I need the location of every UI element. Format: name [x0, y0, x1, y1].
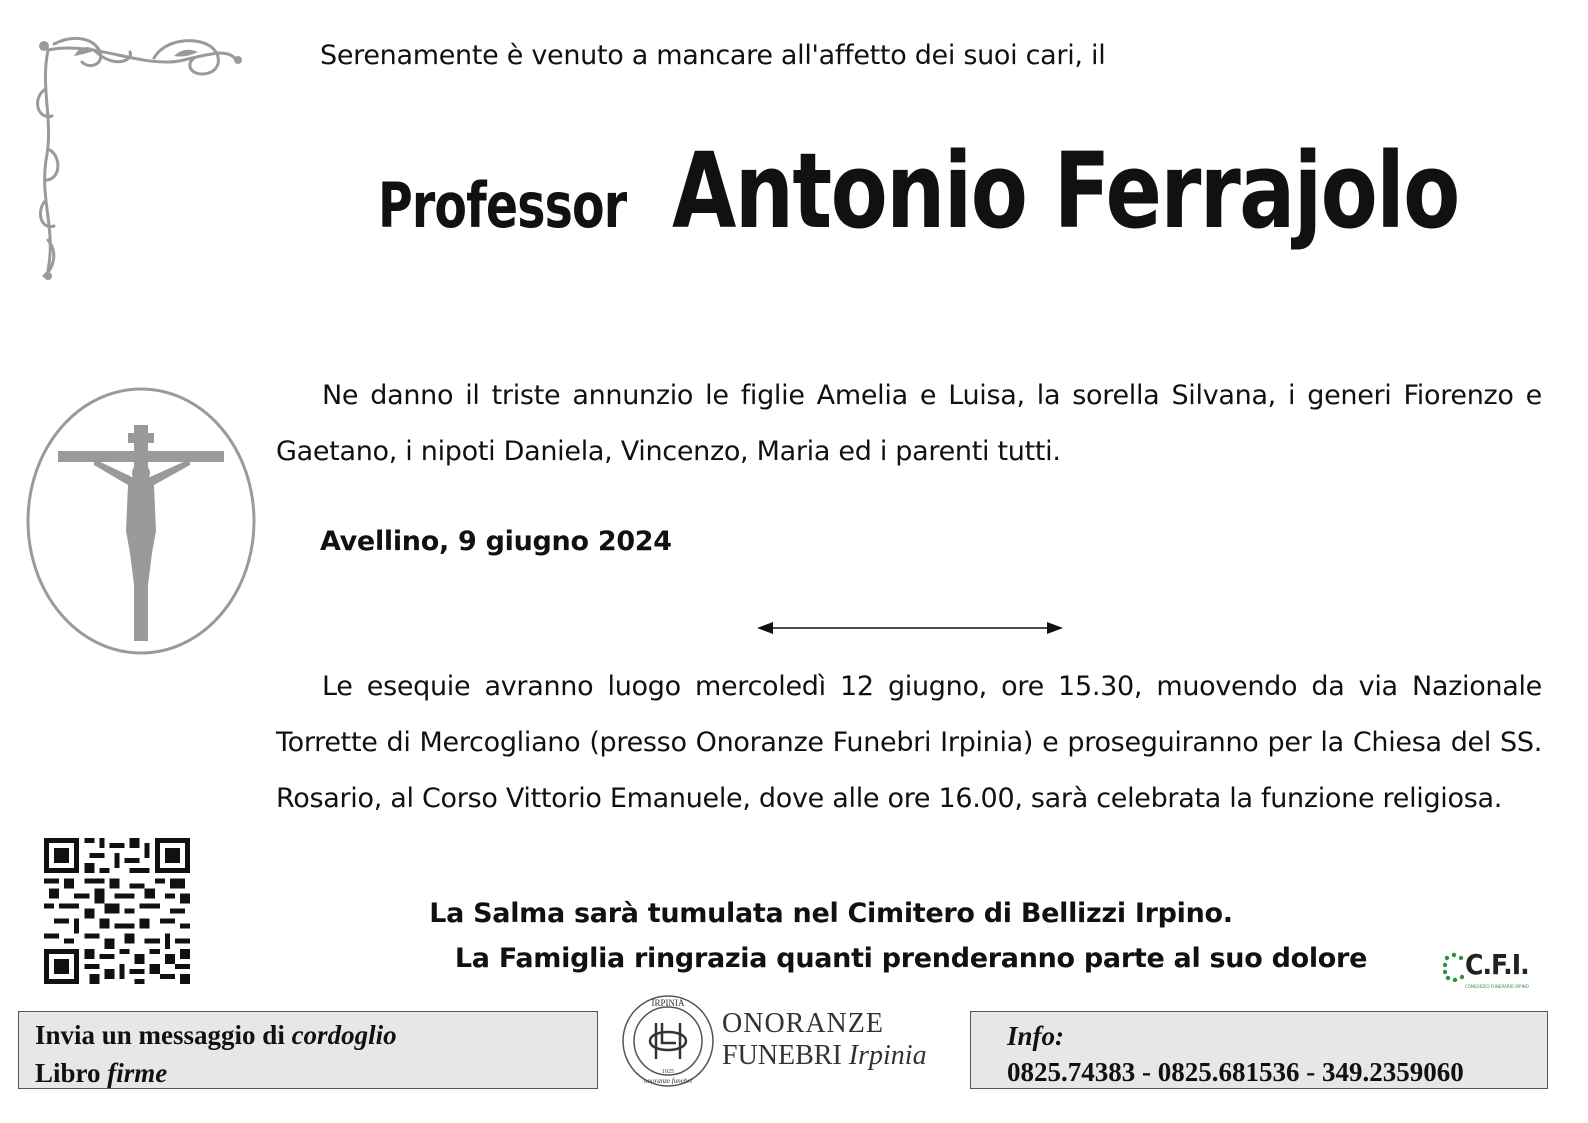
- condolence-prefix: Invia un messaggio di: [35, 1020, 285, 1050]
- double-arrow-divider: [755, 620, 1065, 636]
- condolence-link-word[interactable]: cordoglio: [291, 1020, 397, 1050]
- info-box: [970, 1011, 1548, 1089]
- place-date: Avellino, 9 giugno 2024: [320, 526, 672, 557]
- cfi-logo-text: C.F.I.: [1465, 948, 1529, 981]
- guestbook-prefix: Libro: [35, 1058, 101, 1088]
- guestbook-link[interactable]: [35, 1054, 581, 1092]
- deceased-name: Antonio Ferrajolo: [672, 130, 1459, 252]
- funeral-home-line2-italic: Irpinia: [848, 1040, 927, 1071]
- intro-text: Serenamente è venuto a mancare all'affetto dei suoi cari, il: [320, 40, 1106, 71]
- thanks-line: La Famiglia ringrazia quanti prenderanno parte al suo dolore: [454, 943, 1368, 974]
- funeral-home-line2: [722, 1040, 927, 1072]
- funeral-paragraph: [276, 659, 1542, 827]
- guestbook-link-word[interactable]: firme: [107, 1058, 168, 1088]
- cfi-logo: [1443, 948, 1543, 996]
- deceased-title: Professor: [378, 169, 627, 242]
- announcement-paragraph: [276, 368, 1542, 480]
- funeral-home-line1: ONORANZE: [722, 1008, 884, 1039]
- crucifix-icon: [24, 385, 258, 657]
- funeral-text: Le esequie avranno luogo mercoledì 12 giugno, ore 15.30, muovendo da via Nazionale Torrette di Mercogliano (presso Onoranze Funebri Irpinia) e proseguiranno per la Chiesa del SS. Rosario, al Corso Vittorio Emanuele, dove alle ore 16.00, sarà celebrata la funzione religiosa.: [276, 671, 1542, 814]
- phone-numbers[interactable]: 0825.74383 - 0825.681536 - 349.2359060: [1007, 1057, 1464, 1087]
- funeral-home-name: [722, 1008, 927, 1072]
- deceased-name-row: [378, 130, 1588, 252]
- corner-ornament-icon: [34, 30, 244, 285]
- cfi-logo-subtitle: CONSORZIO FUNERARIO IRPINO: [1465, 984, 1529, 989]
- condolence-box: [18, 1011, 598, 1089]
- funeral-home-seal-icon: [620, 993, 716, 1089]
- funeral-home-line2-prefix: FUNEBRI: [722, 1040, 842, 1071]
- info-label: Info:: [1007, 1021, 1065, 1051]
- cfi-logo-icon: [1443, 952, 1465, 982]
- seal-year-text: 1925: [662, 1069, 674, 1075]
- qr-code-icon[interactable]: [44, 838, 190, 984]
- burial-line: La Salma sarà tumulata nel Cimitero di Bellizzi Irpino.: [429, 898, 1233, 929]
- seal-bottom-text: onoranze funebri: [643, 1077, 693, 1085]
- seal-top-text: IRPINIA: [651, 998, 685, 1008]
- announcement-text: Ne danno il triste annunzio le figlie Amelia e Luisa, la sorella Silvana, i generi Fiorenzo e Gaetano, i nipoti Daniela, Vincenzo, Maria ed i parenti tutti.: [276, 380, 1542, 467]
- condolence-link[interactable]: [35, 1016, 581, 1054]
